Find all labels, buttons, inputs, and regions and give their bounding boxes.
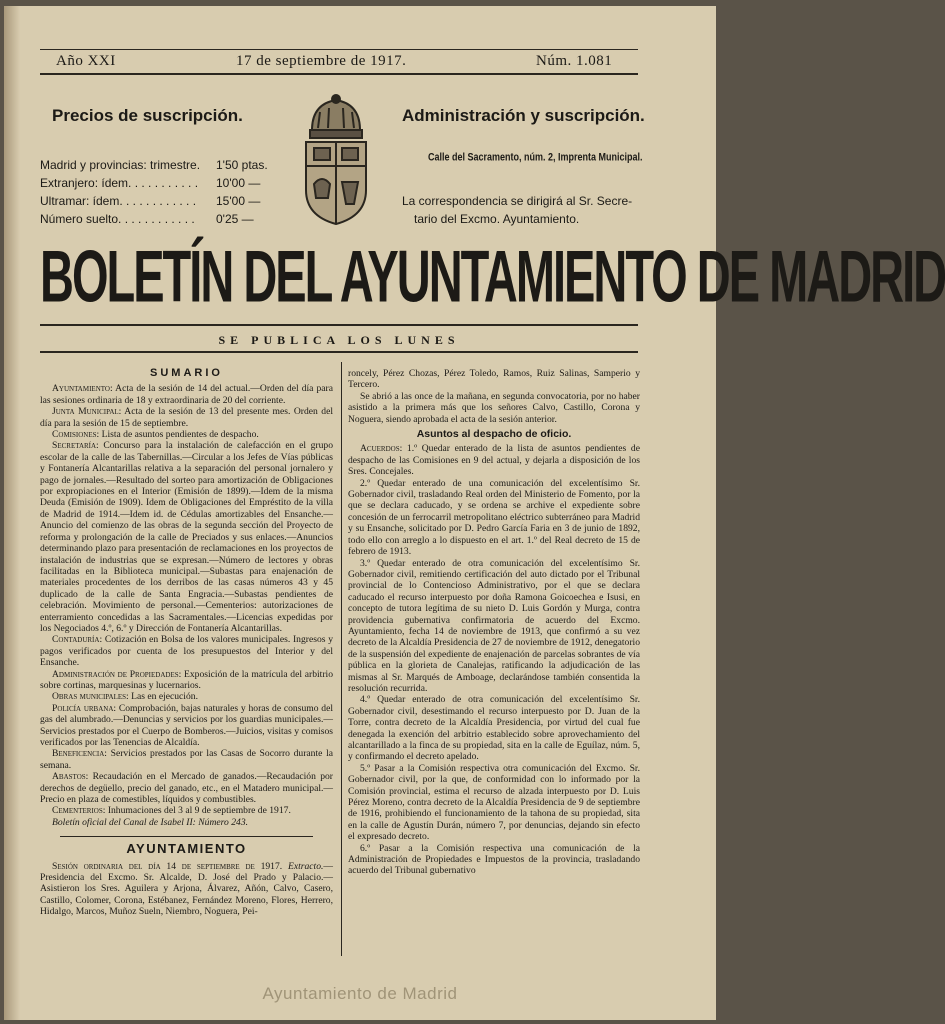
correspondence-note-line1: La correspondencia se dirigirá al Sr. Secre- (402, 194, 633, 208)
header-bottom-rule (40, 73, 638, 75)
archive-watermark: Ayuntamiento de Madrid (262, 984, 458, 1003)
sumario-entry: Secretaría: Concurso para la instalación de calefacción en el grupo escolar de la calle de las Tabernillas.—Circular a los Jefes de Vías públicas y Fontanería Alcantarillas relativa a la separación del personal jornalero y pago de jornales.—Resultado del sorteo para amortización de Obligaciones por expropiaciones en el Interior (Emisión de 1899).—Idem de la misma Deuda (Emisión de 1909). Idem de Obligaciones del Empréstito de la villa de Madrid de 1914.—Idem id. de Cédulas amortizables del Ensanche.—Anuncio del comienzo de las obras de la segunda sección del Proyecto de reforma y prolongación de la calle de Preciados y sus enlaces.—Anuncios determinando plazo para presentación de reclamaciones en los proyectos de instalación de industrias que se expresan.—Número de lectores y obras facilitadas en la Biblioteca municipal.—Subastas para enajenación de materiales procedentes de los derribos de las casas números 43 y 45 duplicado de la calle de Santa Engracia.—Subastas pendientes de celebración. Movimiento de personal.—Cementerios: autorizaciones de enterramiento concedidas a las Sacramentales.—Licencias expedidas por los Negociados 4.º, 6.º y Dirección de Fontanería Alcantarillas. (40, 440, 333, 634)
sumario-heading: SUMARIO (150, 367, 223, 379)
price-value: 10'00 — (216, 176, 261, 190)
price-value: 0'25 — (216, 212, 254, 226)
newspaper-page (4, 6, 945, 1020)
sumario-entry: Policía urbana: Comprobación, bajas naturales y horas de consumo del gas del alumbrado.—Denuncias y servicios por los guardias municipales.—Servicios prestados por el Cuerpo de Bomberos.—Juicios, visitas y comisos verificados por las Tenencias de Alcaldía. (40, 702, 333, 748)
asuntos-heading: Asuntos al despacho de oficio. (416, 428, 572, 441)
masthead-subtitle: SE PUBLICA LOS LUNES (218, 333, 460, 347)
sumario-entry: Beneficencia: Servicios prestados por las Casas de Socorro durante la semana. (40, 748, 333, 771)
acuerdo-paragraph: 4.º Quedar enterado de otra comunicación del excelentísimo Sr. Gobernador civil, desestimando el recurso interpuesto por D. Juan de la Torre, contra decreto de la Alcaldía Presidencia, por virtud del cual fue denegada la exención del arbitrio establecido sobre aprovechamiento del alcantarillado a la finca de su propiedad, sita en la calle de Eguílaz, núm. 5, y confirmando el decreto apelado. (348, 694, 640, 763)
sumario-entry: Ayuntamiento: Acta de la sesión de 14 del actual.—Orden del día para las sesiones ordinaria de 18 y extraordinaria de 20 del corriente. (40, 383, 333, 406)
masthead-title: BOLETÍN DEL AYUNTAMIENTO DE MADRID (40, 234, 945, 318)
page-spine (4, 6, 20, 1020)
correspondence-note-line2: tario del Excmo. Ayuntamiento. (414, 212, 580, 226)
opening-paragraph: Se abrió a las once de la mañana, en segunda convocatoria, por no haber asistido a la primera más que los señores Calvo, Castillo, Corona y Noguera, siendo aprobada el acta de la sesión anterior. (348, 390, 640, 425)
year-label: Año XXI (56, 53, 116, 69)
session-paragraph: Sesión ordinaria del día 14 de septiembre de 1917. Extracto.—Presidencia del Excmo. Sr. Alcalde, D. José del Prado y Palacio.—Asistieron los Sres. Aguilera y Arjona, Álvarez, Añón, Calvo, Casero, Castillo, Colomer, Corona, Estébanez, Fernández Moreno, Flores, Herrero, Hidalgo, Marcos, Muñoz Sueln, Niembro, Noguera, Pei- (40, 860, 333, 918)
acuerdo-paragraph: 2.º Quedar enterado de una comunicación del excelentísimo Sr. Gobernador civil, trasladando Real orden del Ministerio de Fomento, por la que se declara caducado, y se ordena se archive el expediente sobre concesión de un ferrocarril metropolitano eléctrico subterráneo para Madrid y su Ensanche, solicitado por D. Pedro García Faria en 3 de junio de 1892, todo ello con arreglo a lo dispuesto en el art. 1.º del Real decreto de 15 de febrero de 1913. (348, 477, 640, 558)
issue-date: 17 de septiembre de 1917. (236, 53, 407, 69)
sumario-last-line: Boletín oficial del Canal de Isabel II: Número 243. (52, 816, 249, 828)
masthead-rule-bottom (40, 351, 638, 353)
price-row: Ultramar: ídem. . . . . . . . . . . . (40, 194, 197, 208)
sumario-entry: Junta Municipal: Acta de la sesión de 13 del presente mes. Orden del día para la sesión de 15 de septiembre. (40, 406, 333, 429)
acuerdo-paragraph: 3.º Quedar enterado de otra comunicación del excelentísimo Sr. Gobernador civil, remitiendo certificación del auto dictado por el Tribunal provincial de lo Contencioso Administrativo, por el que se declara caducado el recurso interpuesto por doña Ramona Goicoechea e Isusi, en concepto de tutora legítima de su nieto D. Luis Gordón y Murga, contra providencia gubernativa confirmatoria de acuerdo del Excmo. Ayuntamiento, fecha 14 de noviembre de 1913, que confirmó a su vez decreto de la Alcaldía Presidencia de 27 de noviembre de 1912, denegatorio de la suspensión del expediente de enajenación de parcelas sobrantes de vía pública en la glorieta de Canalejas, ratificando la adjudicación de las mismas al Sr. Marqués de Amboage, declarándose también consentida la resolución recurrida. (348, 557, 640, 694)
issue-number: Núm. 1.081 (536, 53, 613, 69)
administration-heading: Administración y suscripción. (402, 106, 645, 125)
acuerdo-paragraph: 6.º Pasar a la Comisión respectiva una comunicación de la Administración de Propiedades e Impuestos de la provincia, trasladando acuerdo del Tribunal gubernativo (348, 842, 640, 877)
price-row: Madrid y provincias: trimestre. (40, 158, 201, 172)
price-value: 1'50 ptas. (216, 158, 268, 172)
sumario-entry: Abastos: Recaudación en el Mercado de ganados.—Recaudación por derechos de degüello, precio del ganado, etc., en el Matadero municipal.—Precio en plaza de comestibles, líquidos y combustibles. (40, 771, 333, 806)
acuerdo-paragraph: Acuerdos: 1.º Quedar enterado de la lista de asuntos pendientes de despacho de las Comisiones en 9 del actual, y dejarla a disposición de los Sres. Concejales. (348, 443, 640, 478)
ayuntamiento-heading: AYUNTAMIENTO (126, 841, 247, 857)
section-divider (60, 836, 313, 837)
acuerdo-paragraph: 5.º Pasar a la Comisión respectiva otra comunicación del Excmo. Sr. Gobernador civil, por la que, de conformidad con lo informado por la Comisión provincial, estima el recurso de alzada interpuesto por D. Luis Pérez Moreno, contra decreto de la Alcaldía Presidencia de 9 de septiembre de 1916, prohibiendo el funcionamiento de la tahona de su propiedad, sita en la calle de Agustín Durán, número 7, por denuncias, dejando sin efecto el expresado decreto. (348, 762, 640, 843)
sumario-column (40, 368, 333, 918)
column-divider (341, 362, 342, 956)
masthead-rule-top (40, 324, 638, 326)
sumario-entry: Administración de Propiedades: Exposición de la matrícula del arbitrio sobre cortinas, marquesinas y lucernarios. (40, 668, 333, 691)
sumario-entry: Cementerios: Inhumaciones del 3 al 9 de septiembre de 1917. (52, 805, 291, 817)
price-value: 15'00 — (216, 194, 261, 208)
header-top-rule (40, 49, 638, 50)
sumario-entry: Obras municipales: Las en ejecución. (52, 691, 198, 703)
sumario-entry: Comisiones: Lista de asuntos pendientes de despacho. (52, 429, 259, 441)
madrid-coat-of-arms-icon (298, 94, 374, 228)
continuation-paragraph: roncely, Pérez Chozas, Pérez Toledo, Ramos, Ruiz Salinas, Samperio y Tercero. (348, 368, 640, 391)
price-row: Número suelto. . . . . . . . . . . . (40, 212, 195, 226)
right-column (348, 368, 640, 877)
subscription-heading: Precios de suscripción. (52, 106, 243, 125)
administration-address: Calle del Sacramento, núm. 2, Imprenta Municipal. (428, 151, 643, 163)
price-row: Extranjero: ídem. . . . . . . . . . . (40, 176, 199, 190)
sumario-entry: Contaduría: Cotización en Bolsa de los valores municipales. Ingresos y pagos verificados por cuenta de los presupuestos del Interior y del Ensanche. (40, 634, 333, 669)
